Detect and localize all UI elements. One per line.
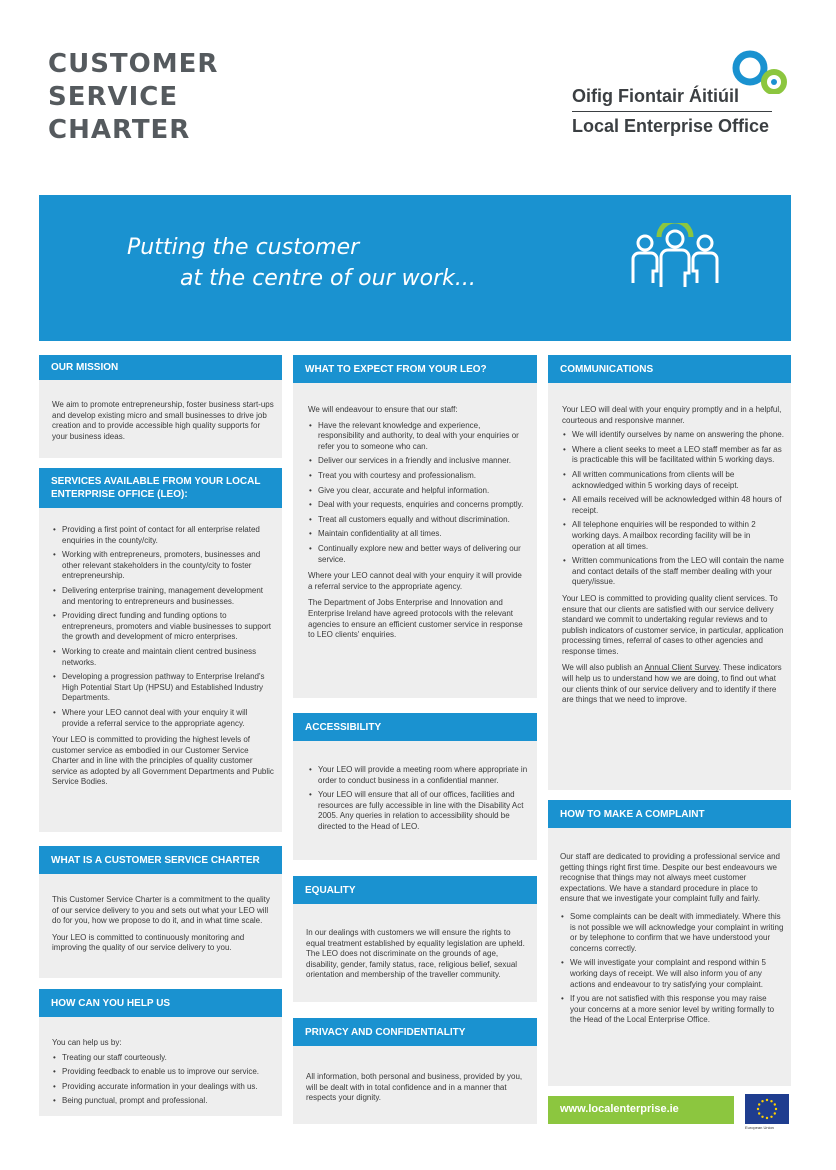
list-item: • Treating our staff courteously. <box>52 1053 278 1064</box>
list-item: • We will identify ourselves by name on answering the phone. <box>562 430 784 441</box>
help-body <box>52 1038 278 1113</box>
charter-title <box>48 48 218 147</box>
list-item: • Working to create and maintain client centred business networks. <box>52 647 274 668</box>
list-item: • Deal with your requests, enquiries and concerns promptly. <box>308 500 528 511</box>
list-item: • Developing a progression pathway to Enterprise Ireland's High Potential Start Up (HPSU) and Established Industry Departments. <box>52 672 274 704</box>
hero-line-2: at the centre of our work... <box>180 266 476 291</box>
list-item: • Providing accurate information in your dealings with us. <box>52 1082 278 1093</box>
customers-icon <box>627 223 723 289</box>
list-item: • All telephone enquiries will be responded to within 2 working days. A mailbox recording facility will be in operation at all times. <box>562 520 784 552</box>
list-item: • Some complaints can be dealt with immediately. Where this is not possible we will acknowledge your complaint in writing or by telephone to confirm that we have understood your concerns correctly. <box>560 912 784 954</box>
list-item: • All written communications from clients will be acknowledged within 5 working days of receipt. <box>562 470 784 491</box>
charter-p1: This Customer Service Charter is a commitment to the quality of our service delivery to you and sets out what your LEO will do for you, how we propose to do it, and in what time scale. <box>52 895 270 926</box>
comms-p1: Your LEO is committed to providing quality client services. To ensure that our clients are satisfied with our service delivery standard we commit to undertaking regular reviews and to publish indicators of customer service, in particular, application processing times, referral of cases to other agencies and response times. <box>562 593 784 656</box>
list-item: • Providing feedback to enable us to improve our service. <box>52 1067 278 1078</box>
comms-p2-end: . These indicators will help us to understand how we are doing, to find out what our clients think of our service delivery and to identify if there are things that we need to improve. <box>562 663 782 705</box>
list-item: • Have the relevant knowledge and experience, responsibility and authority, to deal with your enquiries or refer you to someone who can. <box>308 421 528 453</box>
list-item: • Working with entrepreneurs, promoters, businesses and other relevant stakeholders in the county/city to foster entrepreneurship. <box>52 550 274 582</box>
list-item: • Delivering enterprise training, management development and mentoring to entrepreneurs and businesses. <box>52 586 274 607</box>
website-link[interactable]: www.localenterprise.ie <box>548 1096 734 1124</box>
list-item: • Deliver our services in a friendly and inclusive manner. <box>308 456 528 467</box>
expect-intro: We will endeavour to ensure that our staff: <box>308 405 458 414</box>
help-heading: HOW CAN YOU HELP US <box>39 989 282 1017</box>
list-item: • All emails received will be acknowledged within 48 hours of receipt. <box>562 495 784 516</box>
complaint-intro: Our staff are dedicated to providing a professional service and getting things right first time. Despite our best endeavours we recognise that things may not always meet customer expectations. We have a standard procedure in place to ensure that we investigate your complaint fully and fairly. <box>560 852 780 904</box>
list-item: • Treat you with courtesy and professionalism. <box>308 471 528 482</box>
list-item: • Your LEO will ensure that all of our offices, facilities and resources are fully accessible in line with the Disability Act 2005. Any queries in relation to accessibility should be directed to the Head of LEO. <box>308 790 530 832</box>
list-item: • Treat all customers equally and without discrimination. <box>308 515 528 526</box>
logo-divider <box>572 111 772 112</box>
charter-body <box>52 895 274 960</box>
list-item: • Give you clear, accurate and helpful information. <box>308 486 528 497</box>
comms-intro: Your LEO will deal with your enquiry promptly and in a helpful, courteous and responsive manner. <box>562 405 782 425</box>
help-list <box>52 1053 278 1107</box>
list-item: • Providing a first point of contact for all enterprise related enquiries in the county/city. <box>52 525 274 546</box>
mission-text: We aim to promote entrepreneurship, foster business start-ups and develop existing micro and small businesses to drive job creation and to provide accessible high quality supports for your business ideas. <box>52 400 274 441</box>
expect-list <box>308 421 528 566</box>
list-item: • If you are not satisfied with this response you may raise your concerns at a more senior level by writing formally to the Head of the Local Enterprise Office. <box>560 994 784 1026</box>
title-line-3: CHARTER <box>48 115 191 145</box>
access-body <box>308 765 530 839</box>
logo-english-text: Local Enterprise Office <box>572 116 770 136</box>
access-heading: ACCESSIBILITY <box>293 713 537 741</box>
list-item: • Where a client seeks to meet a LEO staff member as far as is practicable this will be facilitated within 5 working days. <box>562 445 784 466</box>
eu-caption: European Union <box>745 1125 774 1130</box>
hero-banner <box>39 195 791 341</box>
leo-logo <box>570 44 790 144</box>
comms-list <box>562 430 784 588</box>
eu-flag-icon <box>745 1094 789 1124</box>
title-line-2: SERVICE <box>48 82 179 112</box>
list-item: • Your LEO will provide a meeting room where appropriate in order to conduct business in a confidential manner. <box>308 765 530 786</box>
list-item: • Written communications from the LEO will contain the name and contact details of the staff member dealing with your query/issue. <box>562 556 784 588</box>
complaint-list <box>560 912 784 1026</box>
list-item: • We will investigate your complaint and respond within 5 working days of receipt. We will also inform you of any actions and endeavour to try satisfying your complaint. <box>560 958 784 990</box>
privacy-heading: PRIVACY AND CONFIDENTIALITY <box>293 1018 537 1046</box>
list-item: • Where your LEO cannot deal with your enquiry it will provide a referral service to the appropriate agency. <box>52 708 274 729</box>
services-body <box>52 525 274 794</box>
hero-line-1: Putting the customer <box>127 235 360 260</box>
complaint-heading: HOW TO MAKE A COMPLAINT <box>548 800 791 828</box>
complaint-body <box>560 852 784 1032</box>
charter-p2: Your LEO is committed to continuously monitoring and improving the quality of our service delivery to you. <box>52 932 245 953</box>
expect-body <box>308 405 528 647</box>
list-item: • Being punctual, prompt and professional. <box>52 1096 278 1107</box>
title-line-1: CUSTOMER <box>48 49 219 79</box>
services-footer: Your LEO is committed to providing the highest levels of customer service as embodied in our Customer Service Charter and in line with the principles of quality customer service as adopted by all Government Departments and Public Service Bodies. <box>52 735 274 787</box>
services-heading: SERVICES AVAILABLE FROM YOUR LOCAL ENTERPRISE OFFICE (LEO): <box>39 468 282 508</box>
expect-p1: Where your LEO cannot deal with your enquiry it will provide a referral service to the appropriate agency. <box>308 571 522 591</box>
expect-p2: The Department of Jobs Enterprise and Innovation and Enterprise Ireland have agreed protocols with the relevant agencies to ensure an efficient customer service in response to LEO clients' enquiries. <box>308 598 523 640</box>
comms-p2 <box>562 663 784 705</box>
help-intro: You can help us by: <box>52 1038 122 1047</box>
equality-heading: EQUALITY <box>293 876 537 904</box>
eu-flag <box>745 1094 789 1124</box>
list-item: • Maintain confidentiality at all times. <box>308 529 528 540</box>
mission-heading: OUR MISSION <box>39 355 282 380</box>
expect-heading: WHAT TO EXPECT FROM YOUR LEO? <box>293 355 537 383</box>
privacy-text: All information, both personal and business, provided by you, will be dealt with in total confidence and in a manner that respects your dignity. <box>306 1072 523 1103</box>
charter-heading: WHAT IS A CUSTOMER SERVICE CHARTER <box>39 846 282 874</box>
comms-heading: COMMUNICATIONS <box>548 355 791 383</box>
logo-irish-text: Oifig Fiontair Áitiúil <box>572 86 739 106</box>
list-item: • Providing direct funding and funding options to entrepreneurs, promoters and viable businesses to support the growth and development of micro enterprises. <box>52 611 274 643</box>
equality-text: In our dealings with customers we will ensure the rights to equal treatment established by equality legislation are upheld. The LEO does not discriminate on the grounds of age, disability, gender, family status, race, religious belief, sexual orientation and membership of the traveller community. <box>306 928 525 980</box>
list-item: • Continually explore new and better ways of delivering our service. <box>308 544 528 565</box>
comms-p2-start: We will also publish an <box>562 663 645 673</box>
comms-body <box>562 405 784 712</box>
access-list <box>308 765 530 833</box>
services-list <box>52 525 274 729</box>
annual-client-survey-link[interactable]: Annual Client Survey <box>644 663 719 673</box>
